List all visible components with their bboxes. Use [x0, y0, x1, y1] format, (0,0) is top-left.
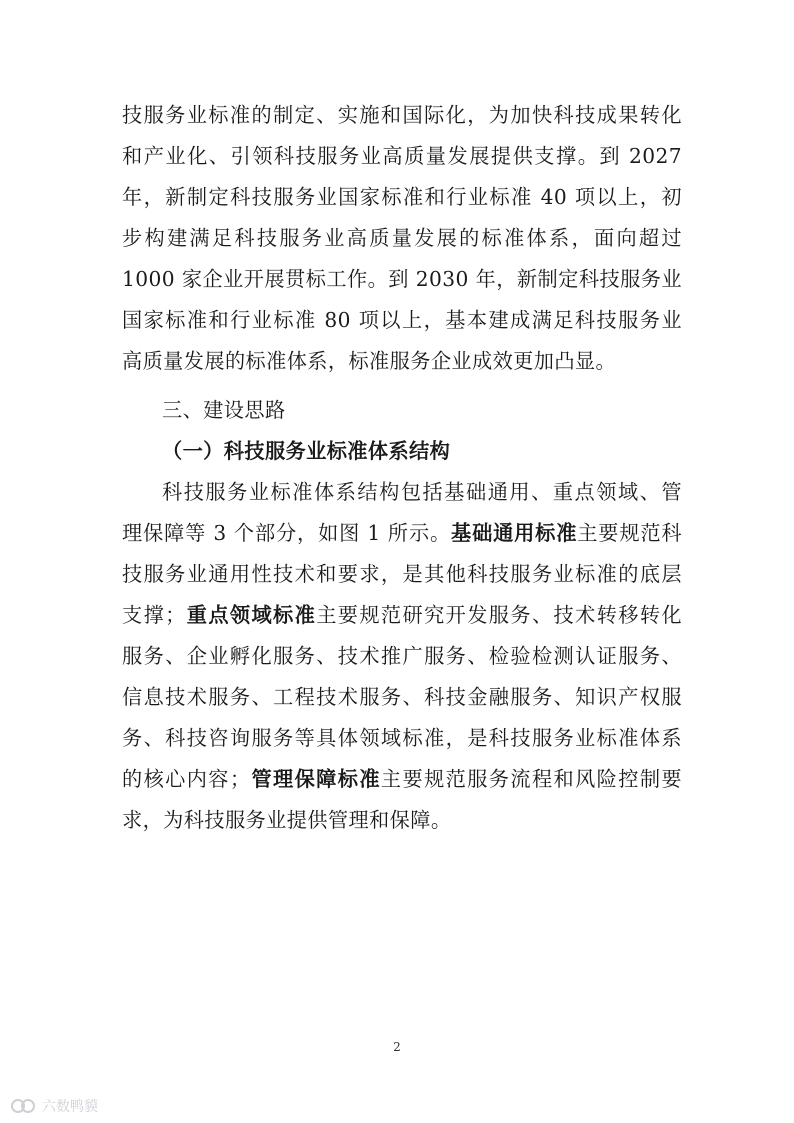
paragraph-line: 信息技术服务、工程技术服务、科技金融服务、知识产权服 — [122, 685, 682, 709]
paragraph-line: 求，为科技服务业提供管理和保障。 — [122, 808, 452, 832]
body-paragraph-1 — [122, 95, 682, 382]
line-text: 理保障等 3 个部分，如图 1 所示。 — [122, 521, 452, 545]
line-text: 主要规范研究开发服务、技术转移转化 — [316, 603, 683, 627]
term-management-standards: 管理保障标准 — [250, 767, 381, 791]
term-key-field-standards: 重点领域标准 — [185, 603, 317, 627]
section-heading: 三、建设思路 — [162, 398, 286, 422]
paragraph-line: 步构建满足科技服务业高质量发展的标准体系，面向超过 — [122, 226, 682, 250]
watermark — [10, 1096, 98, 1116]
paragraph-line: 1000 家企业开展贯标工作。到 2030 年，新制定科技服务业 — [122, 267, 682, 291]
line-text: 的核心内容； — [122, 767, 251, 791]
line-text: 支撑； — [122, 603, 186, 627]
watermark-text: 六数鸭貘 — [42, 1099, 98, 1115]
paragraph-line — [122, 513, 682, 554]
paragraph-line: 技服务业通用性技术和要求，是其他科技服务业标准的底层 — [122, 562, 682, 586]
line-text: 主要规范科 — [577, 521, 682, 545]
subsection-heading: （一）科技服务业标准体系结构 — [162, 439, 451, 463]
paragraph-line: 和产业化、引领科技服务业高质量发展提供支撑。到 2027 — [122, 144, 682, 168]
line-text: 主要规范服务流程和风险控制要 — [380, 767, 682, 791]
paragraph-line: 年，新制定科技服务业国家标准和行业标准 40 项以上，初 — [122, 185, 682, 209]
logo-icon — [10, 1097, 36, 1115]
paragraph-line: 务、科技咨询服务等具体领域标准，是科技服务业标准体系 — [122, 726, 682, 750]
paragraph-line — [122, 759, 682, 800]
paragraph-line: 国家标准和行业标准 80 项以上，基本建成满足科技服务业 — [122, 308, 682, 332]
paragraph-line: 技服务业标准的制定、实施和国际化，为加快科技成果转化 — [122, 103, 682, 127]
page-number: 2 — [393, 1040, 401, 1054]
paragraph-line: 服务、企业孵化服务、技术推广服务、检验检测认证服务、 — [122, 644, 682, 668]
body-paragraph-2 — [122, 472, 682, 841]
paragraph-line — [122, 595, 682, 636]
paragraph-line: 科技服务业标准体系结构包括基础通用、重点领域、管 — [162, 480, 682, 504]
term-basic-general-standards: 基础通用标准 — [451, 521, 578, 545]
paragraph-line: 高质量发展的标准体系，标准服务企业成效更加凸显。 — [122, 349, 617, 373]
